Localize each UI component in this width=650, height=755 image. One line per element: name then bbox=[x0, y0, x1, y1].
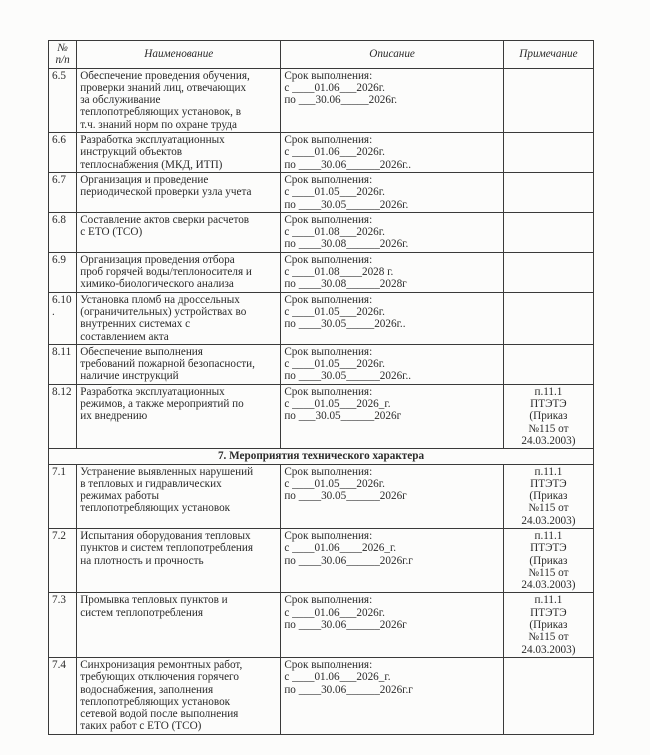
row-note-line: ПТЭТЭ bbox=[530, 477, 567, 490]
row-name-line: Разработка эксплуатационных bbox=[80, 134, 225, 147]
row-note-line: 24.03.2003) bbox=[521, 643, 576, 656]
row-name-line: систем теплопотребления bbox=[80, 606, 203, 619]
row-description-line: с ____01.05___2026г. bbox=[284, 305, 385, 318]
row-name-line: пунктов и систем теплопотребления bbox=[80, 542, 254, 555]
table-row bbox=[49, 133, 594, 173]
table-row bbox=[49, 172, 594, 212]
row-number bbox=[49, 464, 77, 528]
table-row bbox=[49, 593, 594, 657]
row-description-line: Срок выполнения: bbox=[284, 345, 373, 358]
row-description-line: с ____01.08___2026г. bbox=[284, 226, 385, 239]
table-row bbox=[49, 252, 594, 292]
table-row bbox=[49, 292, 594, 344]
row-description-line: Срок выполнения: bbox=[284, 134, 373, 147]
row-note bbox=[503, 292, 593, 344]
table-section bbox=[49, 449, 594, 464]
table-body-part-b bbox=[49, 464, 594, 734]
row-name-line: режимов, а также мероприятий по bbox=[80, 398, 244, 411]
row-name-line: их внедрению bbox=[80, 410, 148, 423]
row-number bbox=[49, 657, 77, 734]
row-note-line: (Приказ bbox=[529, 490, 568, 503]
row-number-text: 6.5 bbox=[52, 69, 66, 82]
row-description bbox=[281, 528, 504, 592]
row-name-line: Промывка тепловых пунктов и bbox=[80, 594, 228, 607]
row-description-line: с ____01.05___2026г. bbox=[284, 358, 385, 371]
row-number-text: 7.3 bbox=[52, 594, 66, 607]
row-description-line: с ____01.06___2026_г. bbox=[284, 671, 391, 684]
row-description-line: с ____01.06___2026г. bbox=[284, 606, 385, 619]
header-num-line: п/п bbox=[55, 54, 70, 67]
row-description-line: с ____01.05___2026_г. bbox=[284, 398, 391, 411]
row-number bbox=[49, 593, 77, 657]
row-name-line: Испытания оборудования тепловых bbox=[80, 529, 251, 542]
row-number-text: 8.12 bbox=[52, 385, 72, 398]
row-name bbox=[77, 212, 281, 252]
row-number-text: 6.9 bbox=[52, 253, 66, 266]
row-description-line: Срок выполнения: bbox=[284, 529, 373, 542]
row-description-line: по ____30.05______2026г. bbox=[284, 198, 409, 211]
row-description-line: Срок выполнения: bbox=[284, 594, 373, 607]
row-note bbox=[503, 384, 593, 448]
row-description-line: с ____01.06___2026г. bbox=[284, 81, 385, 94]
table-row bbox=[49, 657, 594, 734]
row-name bbox=[77, 68, 281, 132]
row-number bbox=[49, 212, 77, 252]
row-number-text: 6.6 bbox=[52, 134, 66, 147]
row-description-line: по ____30.08______2026г. bbox=[284, 238, 409, 251]
row-note-line: 24.03.2003) bbox=[521, 434, 576, 447]
row-name-line: водоснабжения, заполнения bbox=[80, 683, 214, 696]
row-name-line: химико-биологического анализа bbox=[80, 278, 234, 291]
row-note-line: (Приказ bbox=[529, 410, 568, 423]
row-note-line: 24.03.2003) bbox=[521, 514, 576, 527]
row-description bbox=[281, 68, 504, 132]
row-note bbox=[503, 252, 593, 292]
row-description-line: Срок выполнения: bbox=[284, 173, 373, 186]
row-description-line: по ____30.06______2026г.. bbox=[284, 158, 412, 171]
row-note bbox=[503, 464, 593, 528]
row-name-line: Составление актов сверки расчетов bbox=[80, 213, 250, 226]
row-name-line: Синхронизация ремонтных работ, bbox=[80, 658, 243, 671]
row-description bbox=[281, 252, 504, 292]
table-row bbox=[49, 464, 594, 528]
row-number bbox=[49, 292, 77, 344]
row-description-line: Срок выполнения: bbox=[284, 253, 373, 266]
row-name-line: теплопотребляющих установок, в bbox=[80, 106, 241, 119]
row-description-line: Срок выполнения: bbox=[284, 213, 373, 226]
row-number-text: 7.4 bbox=[52, 658, 66, 671]
table-header-row bbox=[49, 41, 594, 69]
row-note-line: п.11.1 bbox=[534, 465, 563, 478]
row-number-text: 7.1 bbox=[52, 465, 66, 478]
row-note-line: 24.03.2003) bbox=[521, 579, 576, 592]
row-number bbox=[49, 133, 77, 173]
table-body-part-a bbox=[49, 68, 594, 449]
row-note bbox=[503, 528, 593, 592]
row-name-line: требований пожарной безопасности, bbox=[80, 358, 255, 371]
row-name-line: с ЕТО (ТСО) bbox=[80, 226, 143, 239]
row-name-line: теплопотребляющих установок bbox=[80, 695, 231, 708]
row-name-line: Обеспечение проведения обучения, bbox=[80, 69, 250, 82]
row-name-line: таких работ с ЕТО (ТСО) bbox=[80, 720, 202, 733]
row-number bbox=[49, 252, 77, 292]
row-description-line: по ____30.05______2026г bbox=[284, 490, 407, 503]
row-note-line: ПТЭТЭ bbox=[530, 542, 567, 555]
header-note: Примечание bbox=[503, 41, 593, 69]
row-name-line: на плотность и прочность bbox=[80, 554, 204, 567]
row-name bbox=[77, 292, 281, 344]
table-row bbox=[49, 528, 594, 592]
row-description-line: по ____30.06______2026г.г bbox=[284, 554, 413, 567]
row-description-line: с ____01.06___2026г. bbox=[284, 146, 385, 159]
row-note-line: №115 от bbox=[528, 566, 569, 579]
row-description-line: с ____01.05___2026г. bbox=[284, 186, 385, 199]
row-name-line: т.ч. знаний норм по охране труда bbox=[80, 118, 237, 131]
row-name-line: теплоснабжения (МКД, ИТП) bbox=[80, 158, 223, 171]
row-name bbox=[77, 133, 281, 173]
row-description-line: Срок выполнения: bbox=[284, 658, 373, 671]
row-name bbox=[77, 252, 281, 292]
row-description bbox=[281, 172, 504, 212]
row-description bbox=[281, 593, 504, 657]
row-description-line: Срок выполнения: bbox=[284, 385, 373, 398]
row-name-line: Разработка эксплуатационных bbox=[80, 385, 225, 398]
row-number-text: 8.11 bbox=[52, 345, 72, 358]
row-name-line: инструкций объектов bbox=[80, 146, 183, 159]
row-description-line: по ___30.06_____2026г. bbox=[284, 94, 398, 107]
row-name-line: Обеспечение выполнения bbox=[80, 345, 203, 358]
row-number bbox=[49, 172, 77, 212]
row-description bbox=[281, 384, 504, 448]
row-note bbox=[503, 212, 593, 252]
row-description-line: Срок выполнения: bbox=[284, 465, 373, 478]
row-description-line: по ____30.05______2026г.. bbox=[284, 370, 412, 383]
row-name-line: наличие инструкций bbox=[80, 370, 179, 383]
row-note bbox=[503, 657, 593, 734]
row-description bbox=[281, 133, 504, 173]
row-name-line: сетевой водой после выполнения bbox=[80, 708, 239, 721]
row-number bbox=[49, 528, 77, 592]
table-row bbox=[49, 384, 594, 448]
row-note bbox=[503, 133, 593, 173]
header-name: Наименование bbox=[77, 41, 281, 69]
row-note-line: №115 от bbox=[528, 631, 569, 644]
header-num-line: № bbox=[57, 42, 68, 54]
row-description bbox=[281, 344, 504, 384]
row-description-line: Срок выполнения: bbox=[284, 69, 373, 82]
row-name-line: в тепловых и гидравлических bbox=[80, 477, 222, 490]
row-description-line: по ____30.08______2028г bbox=[284, 278, 407, 291]
row-number bbox=[49, 344, 77, 384]
row-name-line: режимах работы bbox=[80, 490, 159, 503]
header-num bbox=[49, 41, 77, 69]
row-description-line: по ____30.06______2026г bbox=[284, 619, 407, 632]
row-note-line: п.11.1 bbox=[534, 529, 563, 542]
row-description-line: по ____30.06______2026г.г bbox=[284, 683, 413, 696]
row-number-text: 6.10 bbox=[52, 293, 72, 306]
row-number bbox=[49, 384, 77, 448]
row-name bbox=[77, 172, 281, 212]
row-number-text: 6.7 bbox=[52, 173, 66, 186]
row-name-line: за обслуживание bbox=[80, 94, 161, 107]
row-name bbox=[77, 384, 281, 448]
row-description-line: с ____01.06____2026_г. bbox=[284, 542, 397, 555]
row-number-text: 6.8 bbox=[52, 213, 66, 226]
section-row bbox=[49, 449, 594, 464]
table-row bbox=[49, 212, 594, 252]
row-name-line: составлением акта bbox=[80, 330, 169, 343]
row-note bbox=[503, 172, 593, 212]
row-note-line: №115 от bbox=[528, 422, 569, 435]
row-name bbox=[77, 657, 281, 734]
row-note bbox=[503, 344, 593, 384]
row-note-line: (Приказ bbox=[529, 554, 568, 567]
header-desc: Описание bbox=[281, 41, 504, 69]
row-name bbox=[77, 593, 281, 657]
row-description-line: по ____30.05_____2026г.. bbox=[284, 318, 406, 331]
row-name-line: Организация и проведение bbox=[80, 173, 209, 186]
table-row bbox=[49, 68, 594, 132]
row-name-line: (ограничительных) устройствах во bbox=[80, 305, 247, 318]
row-description bbox=[281, 464, 504, 528]
row-description-line: по ___30.05______2026г bbox=[284, 410, 402, 423]
row-name bbox=[77, 528, 281, 592]
row-note bbox=[503, 593, 593, 657]
row-note-line: п.11.1 bbox=[534, 594, 563, 607]
row-description bbox=[281, 292, 504, 344]
row-description bbox=[281, 212, 504, 252]
section-title: 7. Мероприятия технического характера bbox=[49, 449, 594, 464]
measures-table bbox=[48, 40, 594, 735]
row-description-line: с ____01.05___2026г. bbox=[284, 477, 385, 490]
row-note-line: ПТЭТЭ bbox=[530, 398, 567, 411]
row-note-line: (Приказ bbox=[529, 619, 568, 632]
table-row bbox=[49, 344, 594, 384]
row-number-text: . bbox=[52, 305, 55, 318]
row-number-text: 7.2 bbox=[52, 529, 66, 542]
row-name-line: Установка пломб на дроссельных bbox=[80, 293, 240, 306]
row-name-line: внутренних системах с bbox=[80, 318, 191, 331]
row-name-line: проверки знаний лиц, отвечающих bbox=[80, 81, 247, 94]
row-note-line: п.11.1 bbox=[534, 385, 563, 398]
row-name-line: теплопотребляющих установок bbox=[80, 502, 231, 515]
row-name-line: Организация проведения отбора bbox=[80, 253, 235, 266]
row-name-line: Устранение выявленных нарушений bbox=[80, 465, 254, 478]
row-description-line: с ____01.08____2028 г. bbox=[284, 266, 394, 279]
row-description-line: Срок выполнения: bbox=[284, 293, 373, 306]
row-name-line: требующих отключения горячего bbox=[80, 671, 239, 684]
row-name-line: проб горячей воды/теплоносителя и bbox=[80, 266, 252, 279]
row-note bbox=[503, 68, 593, 132]
row-number bbox=[49, 68, 77, 132]
row-name-line: периодической проверки узла учета bbox=[80, 186, 252, 199]
row-note-line: №115 от bbox=[528, 502, 569, 515]
row-name bbox=[77, 344, 281, 384]
row-description bbox=[281, 657, 504, 734]
row-note-line: ПТЭТЭ bbox=[530, 606, 567, 619]
row-name bbox=[77, 464, 281, 528]
